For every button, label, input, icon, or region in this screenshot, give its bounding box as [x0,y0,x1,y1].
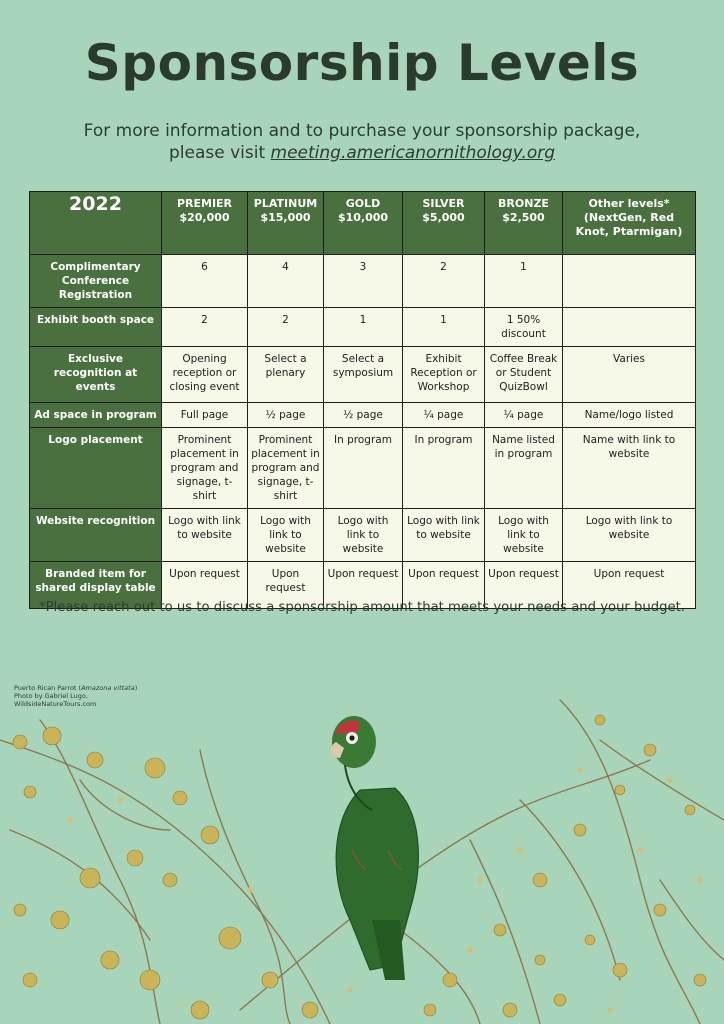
website-link[interactable]: meeting.americanornithology.org [270,143,556,163]
column-header-premier [162,192,248,255]
table-cell: 2 [403,255,485,308]
table-cell: Upon request [485,562,563,609]
table-cell: Upon request [162,562,248,609]
column-amount: $20,000 [179,211,230,224]
row-label: Exclusive recognition at events [30,347,162,403]
column-name: GOLD [345,197,381,210]
table-cell: 2 [248,308,324,347]
table-cell: Name listed in program [485,428,563,509]
column-amount: (NextGen, Red Knot, Ptarmigan) [575,211,683,238]
credit-site: WildsideNatureTours.com [14,700,97,708]
subtitle-prefix: please visit [168,143,271,163]
row-label: Website recognition [30,509,162,562]
parrot-on-branch-image [0,680,724,1024]
footnote: *Please reach out to us to discuss a sponsorship amount that meets your needs and your budget. [39,600,685,615]
table-cell: Exhibit Reception or Workshop [403,347,485,403]
table-cell: Upon request [248,562,324,609]
table-row [30,509,696,562]
table-cell: 4 [248,255,324,308]
credit-photographer: Photo by Gabriel Lugo, [14,692,88,700]
table-cell: Name with link to website [563,428,696,509]
column-name: BRONZE [498,197,549,210]
table-cell [563,255,696,308]
subtitle [0,120,724,164]
table-cell: Logo with link to website [324,509,403,562]
table-cell: Logo with link to website [563,509,696,562]
table-cell: Prominent placement in program and signage, t-shirt [248,428,324,509]
column-amount: $15,000 [260,211,311,224]
subtitle-line-1: For more information and to purchase your sponsorship package, [83,121,641,141]
column-name: PLATINUM [253,197,318,210]
table-cell: Opening reception or closing event [162,347,248,403]
column-amount: $10,000 [337,211,389,224]
table-cell: ½ page [248,403,324,428]
column-amount: $2,500 [502,211,545,224]
table-cell: Logo with link to website [485,509,563,562]
table-cell: ½ page [324,403,403,428]
table-cell: Full page [162,403,248,428]
column-header-gold [324,192,403,255]
table-cell: 2 [162,308,248,347]
table-cell [563,308,696,347]
column-header-other [563,192,696,255]
table-cell: 6 [162,255,248,308]
table-cell: Logo with link to website [248,509,324,562]
column-header-bronze [485,192,563,255]
table-cell: Logo with link to website [403,509,485,562]
credit-species-suffix: ) [134,684,138,692]
column-name: PREMIER [176,197,233,210]
column-header-silver [403,192,485,255]
page-title: Sponsorship Levels [84,34,640,92]
table-row [30,255,696,308]
table-cell: Coffee Break or Student QuizBowl [485,347,563,403]
table-cell: Select a symposium [324,347,403,403]
table-cell: 1 50% discount [485,308,563,347]
row-label: Exhibit booth space [30,308,162,347]
table-row [30,403,696,428]
table-row [30,428,696,509]
table-cell: Prominent placement in program and signage, t-shirt [162,428,248,509]
row-label: Logo placement [30,428,162,509]
column-name: Other levels* [588,197,670,210]
table-row [30,347,696,403]
table-cell: 1 [485,255,563,308]
row-label: Branded item for shared display table [30,562,162,609]
table-cell: In program [403,428,485,509]
year-header: 2022 [30,192,162,255]
credit-species-prefix: Puerto Rican Parrot ( [14,684,82,692]
table-cell: Upon request [563,562,696,609]
table-cell: Select a plenary [248,347,324,403]
table-cell: In program [324,428,403,509]
table-cell: 1 [403,308,485,347]
sponsorship-table [29,191,696,609]
table-cell: ¼ page [485,403,563,428]
table-row [30,308,696,347]
table-cell: Name/logo listed [563,403,696,428]
column-name: SILVER [422,197,465,210]
table-cell: Upon request [324,562,403,609]
table-cell: 1 [324,308,403,347]
credit-species-latin: Amazona vittata [81,684,135,692]
parrot [331,716,418,980]
table-cell: 3 [324,255,403,308]
table-header-row [30,192,696,255]
table-cell: Upon request [403,562,485,609]
table-cell: Varies [563,347,696,403]
column-amount: $5,000 [422,211,465,224]
table-cell: Logo with link to website [162,509,248,562]
column-header-platinum [248,192,324,255]
row-label: Ad space in program [30,403,162,428]
table-cell: ¼ page [403,403,485,428]
row-label: Complimentary Conference Registration [30,255,162,308]
subtitle-line-2 [0,142,724,164]
